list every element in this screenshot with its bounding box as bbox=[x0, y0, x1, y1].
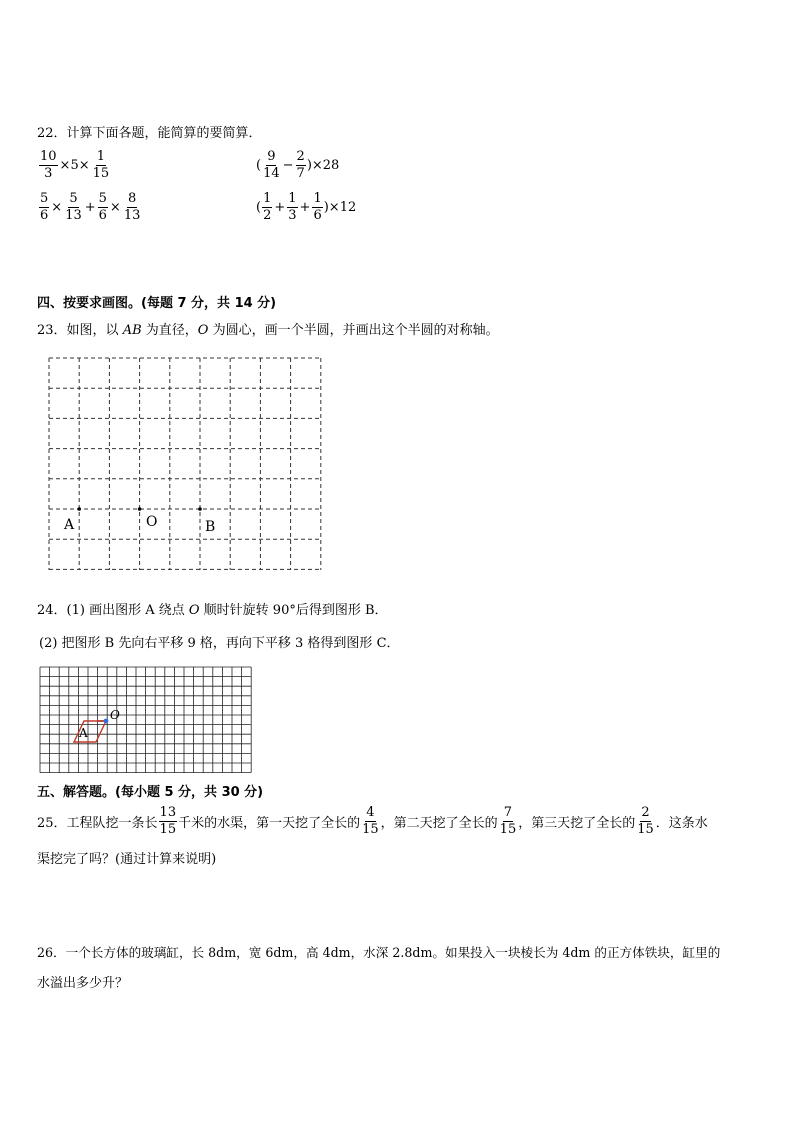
point-b bbox=[198, 507, 202, 511]
q22-expr-2: ( $\frac{9}{14}$ − $\frac{2}{7}$ )×28 bbox=[256, 149, 340, 181]
label-o: O bbox=[146, 514, 158, 530]
q24-grid[interactable] bbox=[38, 665, 256, 775]
point-o-label: O bbox=[110, 708, 120, 722]
q26-line-1: 26．一个长方体的玻璃缸，长 8dm，宽 6dm，高 4dm，水深 2.8dm。如果投入一块棱长为 4dm 的正方体铁块，缸里的 bbox=[37, 945, 721, 960]
fraction: $\frac{13}{15}$ bbox=[159, 805, 177, 837]
dashed-grid-lines bbox=[49, 358, 321, 570]
section-4-heading: 四、按要求画图。(每题 7 分，共 14 分) bbox=[37, 296, 277, 311]
q22-expr-1: $\frac{10}{3}$ ×5× $\frac{1}{15}$ bbox=[40, 149, 110, 181]
fraction: $\frac{4}{15}$ bbox=[362, 805, 379, 837]
fraction: $\frac{1}{15}$ bbox=[92, 149, 110, 181]
q22-expr-4: ( $\frac{1}{2}$ + $\frac{1}{3}$ + $\frac{1}{6}$ )×12 bbox=[256, 191, 357, 223]
fraction: $\frac{5}{6}$ bbox=[98, 191, 107, 223]
fraction: $\frac{1}{3}$ bbox=[288, 191, 297, 223]
grid-lines bbox=[40, 667, 251, 773]
fraction: $\frac{1}{2}$ bbox=[263, 191, 272, 223]
q22-title: 22．计算下面各题，能简算的要简算． bbox=[37, 126, 262, 141]
fraction: $\frac{2}{7}$ bbox=[296, 149, 305, 181]
q25-line-2: 渠挖完了吗？(通过计算来说明) bbox=[37, 852, 217, 867]
fraction: $\frac{9}{14}$ bbox=[263, 149, 280, 181]
q24-line-2: (2) 把图形 B 先向右平移 9 格，再向下平移 3 格得到图形 C． bbox=[39, 636, 400, 651]
point-o bbox=[138, 507, 142, 511]
fraction: $\frac{8}{13}$ bbox=[123, 191, 141, 223]
fraction: $\frac{5}{6}$ bbox=[40, 191, 49, 223]
fraction: $\frac{5}{13}$ bbox=[65, 191, 82, 223]
q23-text: 23．如图，以 AB 为直径，O 为圆心，画一个半圆，并画出这个半圆的对称轴。 bbox=[37, 323, 499, 338]
point-a bbox=[77, 507, 81, 511]
fraction: $\frac{2}{15}$ bbox=[637, 805, 654, 837]
q26-line-2: 水溢出多少升？ bbox=[37, 976, 129, 991]
label-a: A bbox=[64, 517, 75, 533]
fraction: $\frac{10}{3}$ bbox=[40, 149, 57, 181]
q23-grid[interactable] bbox=[40, 350, 330, 578]
q25-line-1: 25．工程队挖一条长 $\frac{13}{15}$ 千米的水渠，第一天挖了全长的 $\frac{4}{15}$ ，第二天挖了全长的 $\frac{7}{15}$ ，第三天挖了全长的 $\frac{2}{15}$ ．这条水 bbox=[37, 805, 708, 837]
q24-line-1: 24．(1) 画出图形 A 绕点 O 顺时针旋转 90°后得到图形 B． bbox=[37, 603, 388, 618]
shape-a-label: A bbox=[79, 726, 88, 740]
point-o-marker bbox=[104, 719, 109, 724]
label-b: B bbox=[205, 519, 216, 535]
section-5-heading: 五、解答题。(每小题 5 分，共 30 分) bbox=[37, 785, 264, 800]
q22-expr-3: $\frac{5}{6}$ × $\frac{5}{13}$ + $\frac{5}{6}$ × $\frac{8}{13}$ bbox=[40, 191, 141, 223]
fraction: $\frac{1}{6}$ bbox=[313, 191, 322, 223]
fraction: $\frac{7}{15}$ bbox=[499, 805, 517, 837]
